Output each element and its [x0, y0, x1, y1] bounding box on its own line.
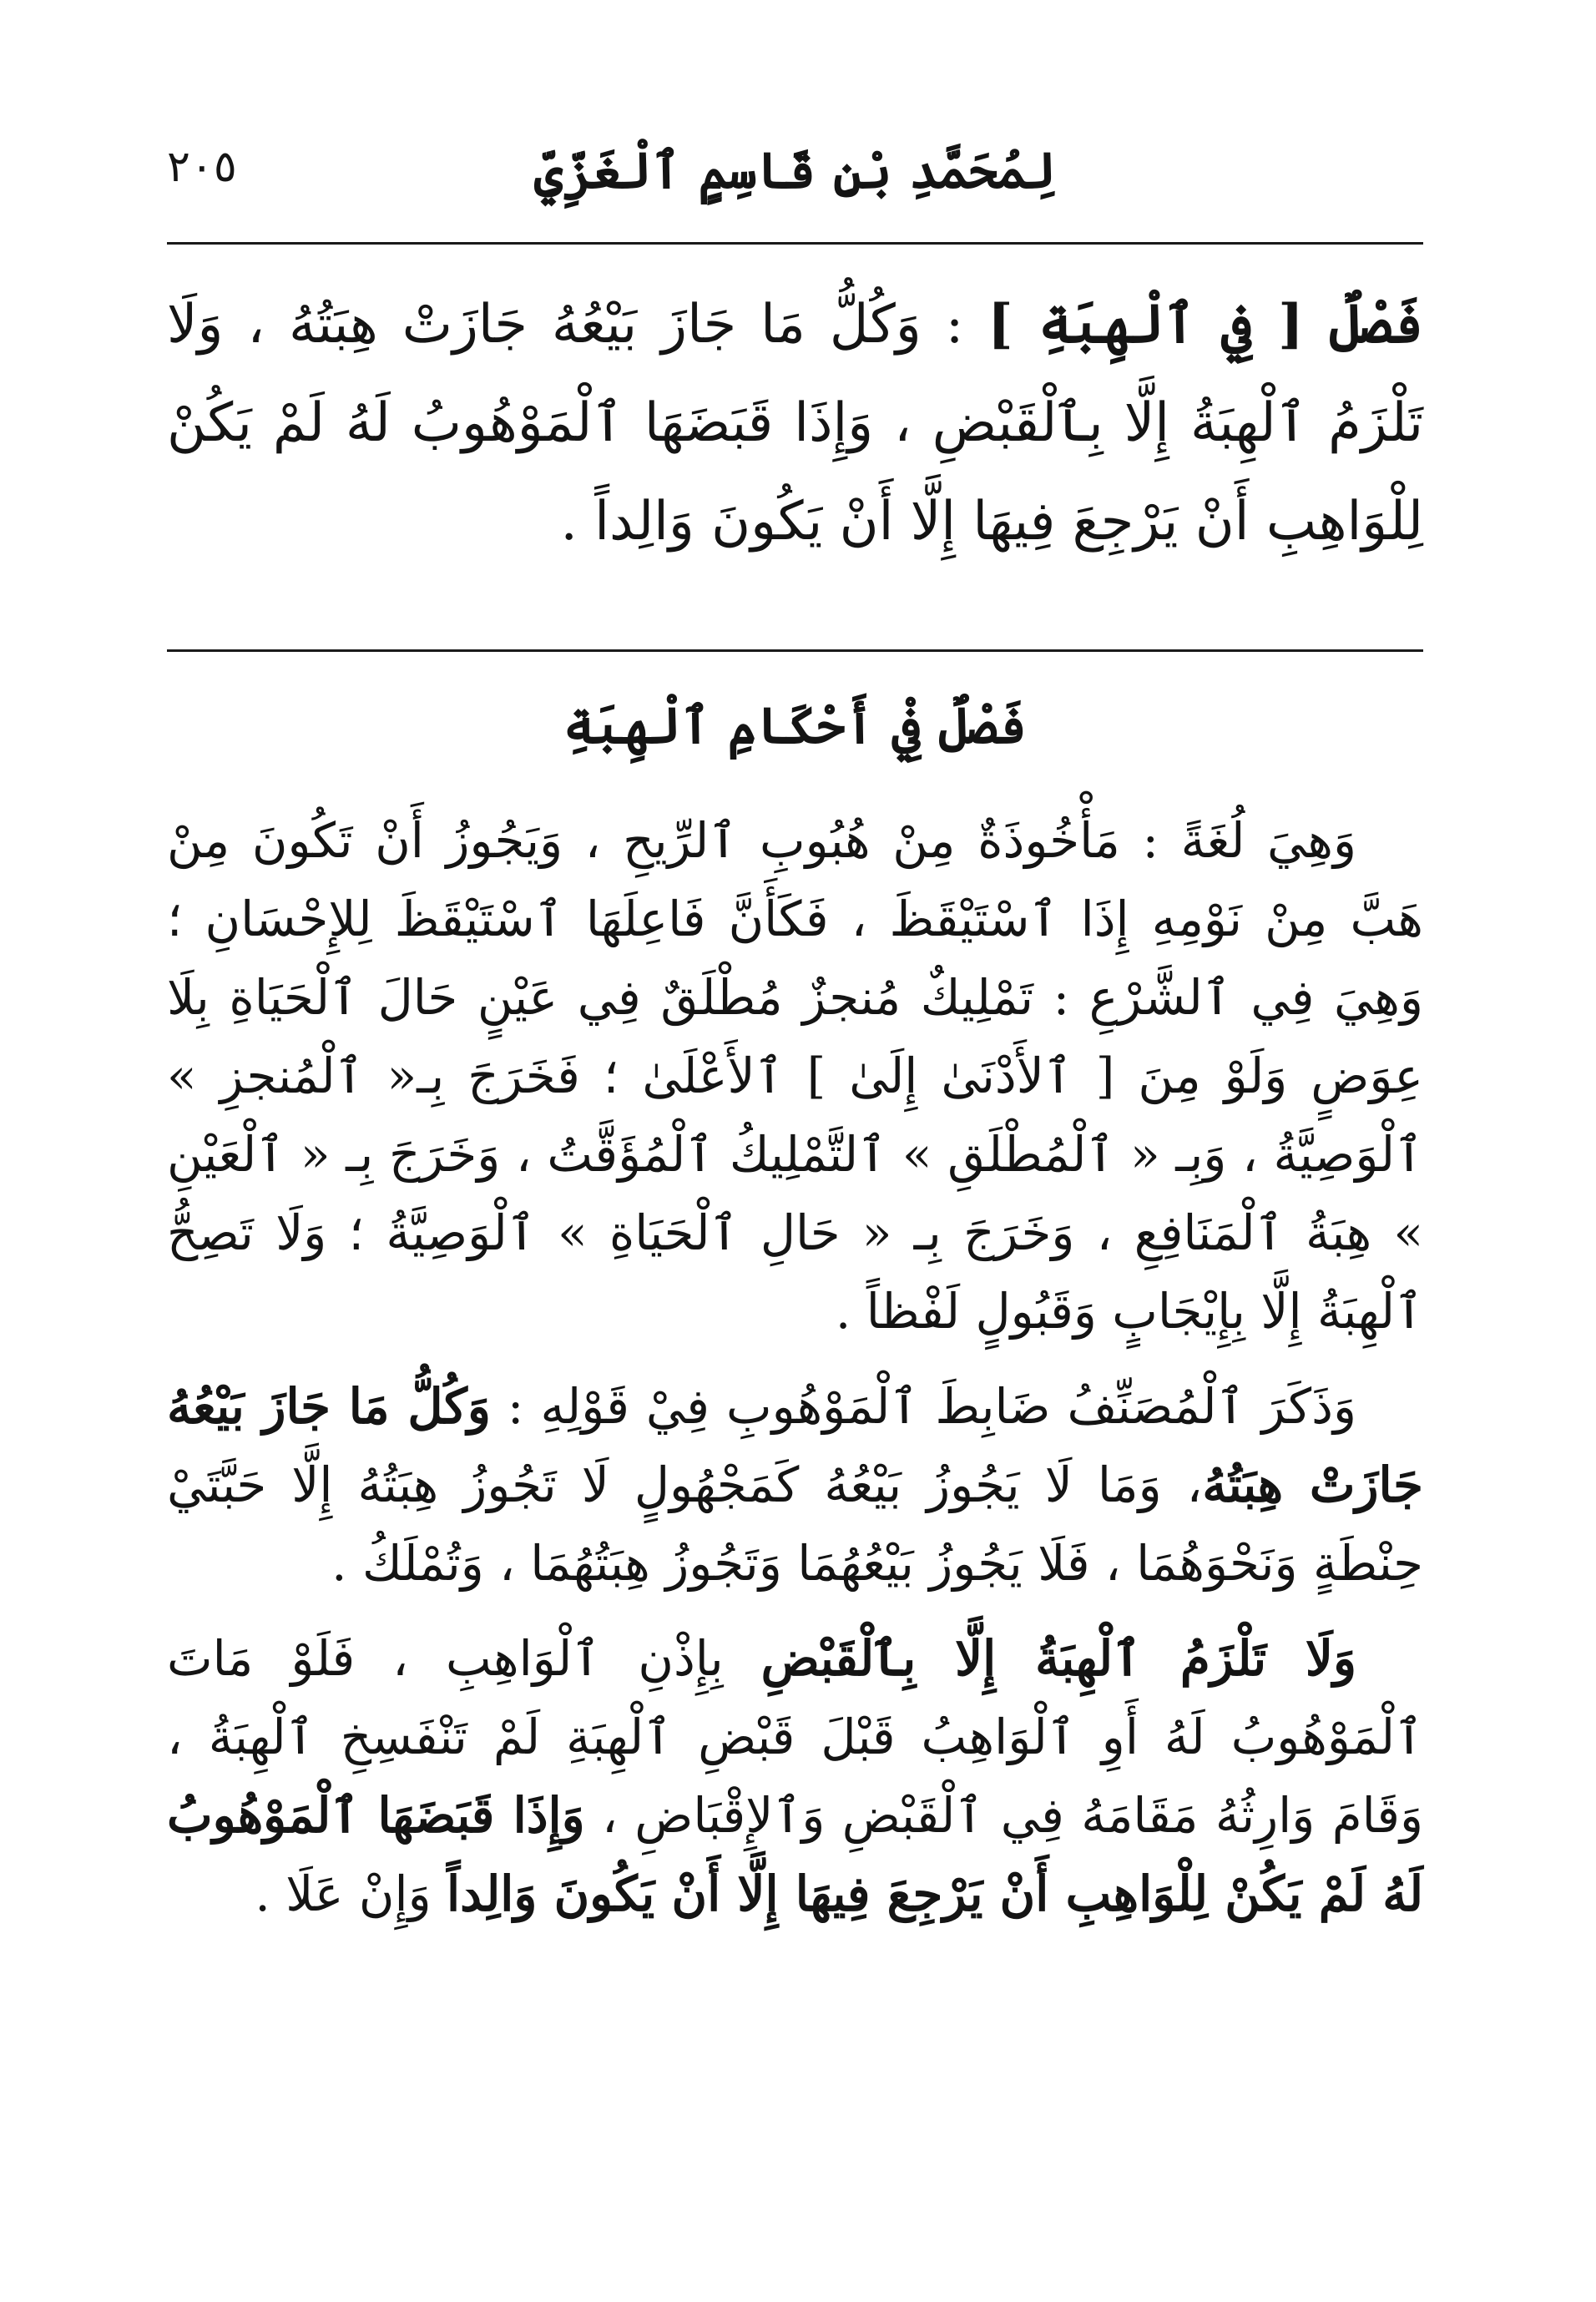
- paragraph-text: وَهِيَ لُغَةً : مَأْخُوذَةٌ مِنْ هُبُوبِ ٱلرِّيحِ ، وَيَجُوزُ أَنْ تَكُونَ مِنْ هَبَّ مِنْ نَوْمِهِ إِذَا ٱسْتَيْقَظَ ، فَكَأَنَّ فَاعِلَهَا ٱسْتَيْقَظَ لِلإِحْسَانِ ؛ وَهِيَ فِي ٱلشَّرْعِ : تَمْلِيكٌ مُنجزٌ مُطْلَقٌ فِي عَيْنٍ حَالَ ٱلْحَيَاةِ بِلَا عِوَضٍ وَلَوْ مِنَ [ ٱلأَدْنَىٰ إِلَىٰ ] ٱلأَعْلَىٰ ؛ فَخَرَجَ بِـ« ٱلْمُنجزِ » ٱلْوَصِيَّةُ ، وَبِـ « ٱلْمُطْلَقِ » ٱلتَّمْلِيكُ ٱلْمُؤَقَّتُ ، وَخَرَجَ بِـ « ٱلْعَيْنِ » هِبَةُ ٱلْمَنَافِعِ ، وَخَرَجَ بِـ « حَالِ ٱلْحَيَاةِ » ٱلْوَصِيَّةُ ؛ وَلَا تَصِحُّ ٱلْهِبَةُ إِلَّا بِإِيْجَابٍ وَقَبُولٍ لَفْظاً .: [167, 812, 1423, 1340]
- commentary-paragraph-2: [167, 1367, 1423, 1603]
- section-divider: [167, 649, 1423, 652]
- page-header: [167, 125, 1423, 225]
- quoted-matn: وَكُلُّ مَا جَازَ بَيْعُهُ جَازَتْ هِبَتُهُ: [167, 1378, 1423, 1513]
- header-divider: [167, 242, 1423, 245]
- quoted-matn: وَإِذَا قَبَضَهَا ٱلْمَوْهُوبُ لَهُ لَمْ يَكُنْ لِلْوَاهِبِ أَنْ يَرْجِعَ فِيهَا إِلَّا أَنْ يَكُونَ وَالِداً: [167, 1787, 1423, 1922]
- commentary-paragraph-1: [167, 801, 1423, 1350]
- quoted-matn: وَلَا تَلْزَمُ ٱلْهِبَةُ إِلَّا بِٱلْقَبْضِ: [760, 1630, 1356, 1687]
- commentary-section: [167, 801, 1423, 1950]
- running-title: لِمُحَمَّدِ بْنِ قَاسِمٍ ٱلْغَزِّيِّ: [533, 142, 1057, 200]
- page-number: ٢٠٥: [167, 142, 237, 192]
- paragraph-text: بِإِذْنِ ٱلْوَاهِبِ ، فَلَوْ مَاتَ ٱلْمَوْهُوبُ لَهُ أَوِ ٱلْوَاهِبُ قَبْلَ قَبْضِ ٱلْهِبَةِ لَمْ تَنْفَسِخِ ٱلْهِبَةُ ، وَقَامَ وَارِثُهُ مَقَامَهُ فِي ٱلْقَبْضِ وَٱلإِقْبَاضِ ،: [167, 1630, 1424, 1844]
- paragraph-text: وَإِنْ عَلَا .: [255, 1865, 447, 1922]
- commentary-paragraph-3: [167, 1619, 1423, 1933]
- matn-section: [167, 275, 1423, 571]
- chapter-title: فَصْلٌ فِيْ أَحْكَامِ ٱلْهِبَةِ: [563, 697, 1027, 755]
- matn-text: : وَكُلُّ مَا جَازَ بَيْعُهُ جَازَتْ هِبَتُهُ ، وَلَا تَلْزَمُ ٱلْهِبَةُ إِلَّا بِٱلْقَبْضِ ، وَإِذَا قَبَضَهَا ٱلْمَوْهُوبُ لَهُ لَمْ يَكُنْ لِلْوَاهِبِ أَنْ يَرْجِعَ فِيهَا إِلَّا أَنْ يَكُونَ وَالِداً .: [167, 294, 1423, 553]
- paragraph-text: ، وَمَا لَا يَجُوزُ بَيْعُهُ كَمَجْهُولٍ لَا تَجُوزُ هِبَتُهُ إِلَّا حَبَّتَيْ حِنْطَةٍ وَنَحْوَهُمَا ، فَلَا يَجُوزُ بَيْعُهُمَا وَتَجُوزُ هِبَتُهُمَا ، وَتُمْلَكُ .: [167, 1456, 1423, 1592]
- matn-heading: فَصْلٌ [ فِي ٱلْهِبَةِ ]: [987, 293, 1424, 356]
- paragraph-text: وَذَكَرَ ٱلْمُصَنِّفُ ضَابِطَ ٱلْمَوْهُوبِ فِيْ قَوْلِهِ :: [490, 1378, 1356, 1435]
